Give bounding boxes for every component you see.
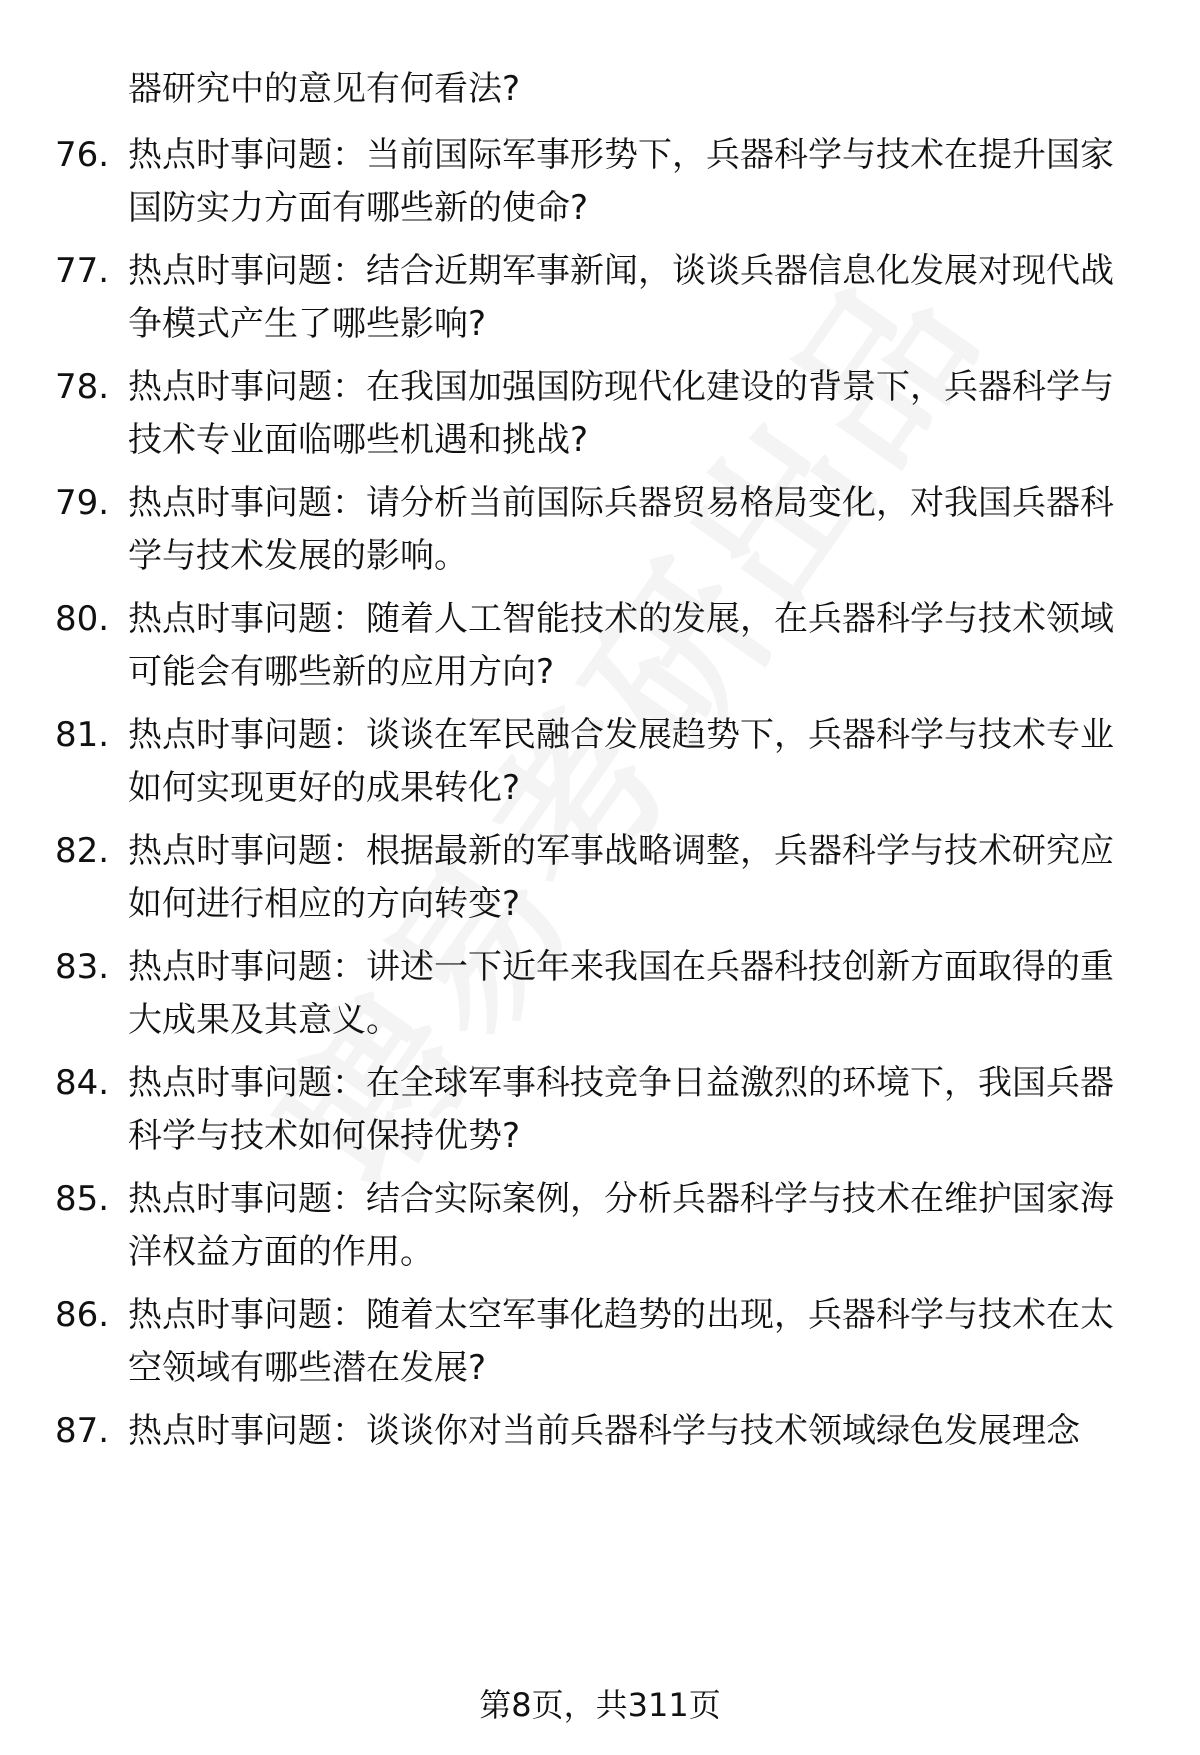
question-number: 76. — [55, 135, 110, 175]
question-text: 热点时事问题：谈谈你对当前兵器科学与技术领域绿色发展理念 — [128, 1411, 1080, 1451]
question-text: 热点时事问题：随着人工智能技术的发展，在兵器科学与技术领域可能会有哪些新的应用方向? — [128, 599, 1114, 692]
question-text: 热点时事问题：讲述一下近年来我国在兵器科技创新方面取得的重大成果及其意义。 — [128, 947, 1114, 1040]
question-text: 热点时事问题：在我国加强国防现代化建设的背景下，兵器科学与技术专业面临哪些机遇和挑战? — [128, 367, 1114, 460]
question-text: 热点时事问题：当前国际军事形势下，兵器科学与技术在提升国家国防实力方面有哪些新的使命? — [128, 135, 1114, 228]
question-text: 热点时事问题：谈谈在军民融合发展趋势下，兵器科学与技术专业如何实现更好的成果转化? — [128, 715, 1114, 808]
question-number: 82. — [55, 831, 110, 871]
page-footer: 第8页，共311页 — [479, 1686, 721, 1724]
continuation-text: 器研究中的意见有何看法? — [128, 69, 521, 109]
question-text: 热点时事问题：随着太空军事化趋势的出现，兵器科学与技术在太空领域有哪些潜在发展? — [128, 1295, 1114, 1388]
question-number: 81. — [55, 715, 110, 755]
question-number: 83. — [55, 947, 110, 987]
question-text: 热点时事问题：结合实际案例，分析兵器科学与技术在维护国家海洋权益方面的作用。 — [128, 1179, 1114, 1272]
question-text: 热点时事问题：根据最新的军事战略调整，兵器科学与技术研究应如何进行相应的方向转变? — [128, 831, 1114, 924]
question-text: 热点时事问题：请分析当前国际兵器贸易格局变化，对我国兵器科学与技术发展的影响。 — [128, 483, 1114, 576]
question-number: 78. — [55, 367, 110, 407]
question-number: 77. — [55, 251, 110, 291]
question-number: 84. — [55, 1063, 110, 1103]
question-text: 热点时事问题：结合近期军事新闻，谈谈兵器信息化发展对现代战争模式产生了哪些影响? — [128, 251, 1114, 344]
question-text: 热点时事问题：在全球军事科技竞争日益激烈的环境下，我国兵器科学与技术如何保持优势? — [128, 1063, 1114, 1156]
question-number: 85. — [55, 1179, 110, 1219]
question-number: 87. — [55, 1411, 110, 1451]
question-number: 79. — [55, 483, 110, 523]
question-number: 80. — [55, 599, 110, 639]
question-number: 86. — [55, 1295, 110, 1335]
